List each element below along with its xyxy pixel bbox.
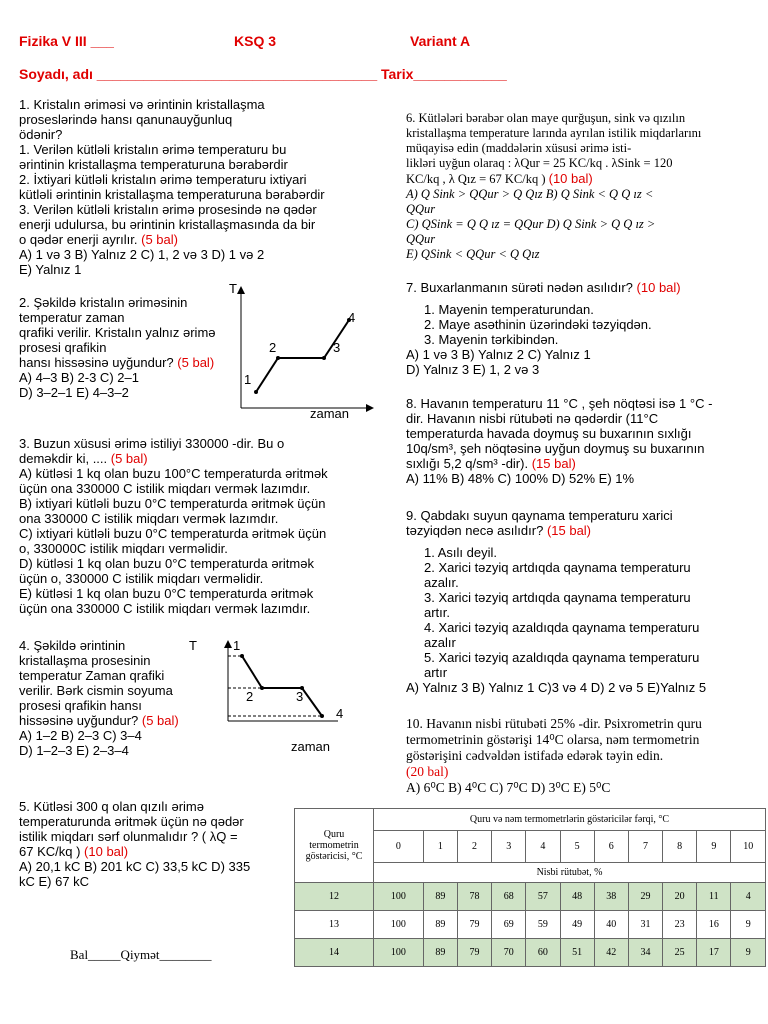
cell: 69 [492,911,526,939]
cell: 38 [594,883,628,911]
q7-item: 2. Maye asəthinin üzərindəki təzyiqdən. [424,317,652,332]
q9-item: azalır [424,635,456,650]
q8-answers: A) 11% B) 48% C) 100% D) 52% E) 1% [406,471,635,486]
cell: 51 [560,939,594,967]
cell: 16 [697,911,731,939]
q5-points: (10 bal) [84,844,129,859]
q1-line: 2. İxtiyari kütləli kristalın ərimə temperaturu ixtiyari [19,172,307,187]
q4-line: temperatur Zaman qrafiki [19,668,165,683]
q9-item: 4. Xarici təzyiq azaldıqda qaynama temperaturu [424,620,700,635]
q5-line: 5. Kütləsi 300 q olan qızılı ərimə [19,799,204,814]
q3-option: üçün o, 330000 C istilik miqdarı verməlidir. [19,571,264,586]
q4-line: 4. Şəkildə ərintinin [19,638,126,653]
corner-text: göstəricisi, °C [305,851,363,862]
cell: 59 [526,911,560,939]
q10-line: 10. Havanın nisbi rütubəti 25% -dir. Psixrometrin quru [406,716,702,731]
q3-option: o, 330000C istilik miqdarı verməlidir. [19,541,228,556]
subject-title: Fizika V III ___ [19,33,114,49]
crystallization-graph [186,634,346,754]
q5-answers: kC E) 67 kC [19,874,90,889]
q9-answers: A) Yalnız 3 B) Yalnız 1 C)3 və 4 D) 2 və 5 E)Yalnız 5 [406,680,707,695]
diff-header: 3 [492,831,526,863]
cell: 25 [663,939,697,967]
q10-points: (20 bal) [406,764,449,779]
row-temp: 13 [295,911,374,939]
cell: 34 [628,939,662,967]
q1-line: ərintinin kristallaşma temperaturuna bərabərdir [19,157,288,172]
cell: 42 [594,939,628,967]
table-sub-header: Nisbi rütubət, % [374,863,766,883]
score-footer: Bal_____Qiymət________ [70,947,212,962]
cell: 60 [526,939,560,967]
q1-line: 3. Verilən kütləli kristalın ərimə prosesində nə qədər [19,202,317,217]
q6-option: QQur [406,232,436,246]
row-temp: 12 [295,883,374,911]
q6-line: 6. Kütlələri bərabər olan maye qurğuşun, sink və qızılın [406,111,686,125]
cell: 89 [423,883,457,911]
q1-line: enerji udulursa, bu ərintinin kristallaşmasında da bir [19,217,316,232]
cell: 70 [492,939,526,967]
q9-line: təzyiqdən necə asılıdır? [406,523,544,538]
q3-points: (5 bal) [110,451,148,466]
q7-answers: D) Yalnız 3 E) 1, 2 və 3 [406,362,540,377]
corner-text: termometrin [309,840,359,851]
cell: 48 [560,883,594,911]
diff-header: 8 [663,831,697,863]
cell: 17 [697,939,731,967]
q4-line: hissəsinə uyğundur? [19,713,139,728]
q1-points: (5 bal) [141,232,178,247]
cell: 89 [423,939,457,967]
cell: 40 [594,911,628,939]
q2-line: 2. Şəkildə kristalın əriməsinin [19,295,188,310]
q9-line: 9. Qabdakı suyun qaynama temperaturu xarici [406,508,673,523]
q9-item: 2. Xarici təzyiq artdıqda qaynama temperaturu [424,560,691,575]
question-1 [19,97,325,277]
q7-item: 1. Mayenin temperaturundan. [424,302,594,317]
q2-answers: D) 3–2–1 E) 4–3–2 [19,385,129,400]
q3-option: C) ixtiyari kütləli buzu 0°C temperaturda əritmək üçün [19,526,327,541]
q1-line: 1. Kristalın əriməsi və ərintinin kristallaşma [19,97,265,112]
q6-option: QQur [406,202,436,216]
q3-option: D) kütləsi 1 kq olan buzu 0°C temperaturda əritmək [19,556,314,571]
q6-line: kristallaşma temperature larında ayrılan istilik miqdarlarını [406,126,702,140]
q8-line: dir. Havanın nisbi rütubəti nə qədərdir (11°C [406,411,659,426]
q3-option: B) ixtiyari kütləli buzu 0°C temperaturda əritmək üçün [19,496,326,511]
q5-unit: 67 KC/kq ) [19,844,81,859]
name-date-line: Soyadı, adı ____________________________________ Tarix____________ [19,66,507,82]
humidity-table [294,808,766,967]
question-9 [406,508,706,695]
cell: 100 [374,883,424,911]
table-row [295,911,766,939]
question-3 [19,436,328,616]
test-title: KSQ 3 [234,33,277,49]
q3-line: deməkdir ki, .... [19,451,108,466]
table-top-header: Quru və nəm termometrlərin göstəricilər fərqi, °C [374,809,766,831]
q9-item: 1. Asılı deyil. [424,545,497,560]
diff-header: 5 [560,831,594,863]
q7-item: 3. Mayenin tərkibindən. [424,332,559,347]
y-axis-arrow [224,640,232,648]
cell: 49 [560,911,594,939]
q7-points: (10 bal) [636,280,681,295]
q1-line: ödənir? [19,127,63,142]
question-6 [406,111,701,262]
cell: 79 [457,911,491,939]
q8-line: 10q/sm³, şeh nöqtəsinə uyğun doymuş su buxarının [406,441,705,456]
cell: 9 [731,911,766,939]
graph-point [322,356,326,360]
diff-header: 10 [731,831,766,863]
q4-answers: D) 1–2–3 E) 2–3–4 [19,743,129,758]
q4-line: prosesi qrafikin hansı [19,698,142,713]
graph-point [276,356,280,360]
q7-answers: A) 1 və 3 B) Yalnız 2 C) Yalnız 1 [406,347,591,362]
q9-item: azalır. [424,575,459,590]
variant-title: Variant A [410,33,471,49]
q4-points: (5 bal) [141,713,179,728]
q6-option: A) Q Sink > QQur > Q Qız B) Q Sink < Q Q ız < [406,187,654,201]
x-axis-label: zaman [310,406,350,421]
q6-line: KC/kq , λ Qız = 67 KC/kq ) [406,172,546,186]
x-axis-label: zaman [291,739,331,754]
table-corner [295,809,374,883]
corner-text: Quru [323,829,345,840]
point-label: 3 [296,689,304,704]
q1-line: kütləli ərintinin kristallaşma temperaturuna bərabərdir [19,187,325,202]
cell: 29 [628,883,662,911]
q9-item: 3. Xarici təzyiq artdıqda qaynama temperaturu [424,590,691,605]
q6-line: müqayisə edin (maddələrin xüsusi ərimə isti- [406,141,632,155]
point-label: 1 [244,372,252,387]
cell: 100 [374,911,424,939]
q8-line: 8. Havanın temperaturu 11 °C , şeh nöqtəsi isə 1 °C - [406,396,713,411]
cell: 20 [663,883,697,911]
q5-line: temperaturunda əritmək üçün nə qədər [19,814,244,829]
t-axis-label: T [229,281,237,296]
q3-option: ona 330000 C istilik miqdarı vermək lazımdır. [19,511,279,526]
q5-answers: A) 20,1 kC B) 201 kC C) 33,5 kC D) 335 [19,859,251,874]
cell: 100 [374,939,424,967]
q9-item: artır [424,665,448,680]
diff-header: 1 [423,831,457,863]
q1-line: o qədər enerji ayrılır. [19,232,138,247]
q8-points: (15 bal) [531,456,576,471]
table-row [295,939,766,967]
cell: 57 [526,883,560,911]
question-10 [406,716,702,796]
diff-header: 4 [526,831,560,863]
melting-curve [256,320,349,392]
point-label: 2 [246,689,254,704]
cooling-curve [242,656,322,716]
q9-item: 5. Xarici təzyiq azaldıqda qaynama temperaturu [424,650,700,665]
q3-option: A) kütləsi 1 kq olan buzu 100°C temperaturda əritmək [19,466,328,481]
question-8 [406,396,712,486]
row-temp: 14 [295,939,374,967]
q3-option: üçün ona 330000 C istilik miqdarı vermək lazımdır. [19,601,311,616]
point-label: 3 [333,340,341,355]
q9-item: artır. [424,605,451,620]
cell: 79 [457,939,491,967]
point-label: 4 [336,706,344,721]
diff-header: 2 [457,831,491,863]
cell: 9 [731,939,766,967]
table-row [295,883,766,911]
x-axis-arrow [366,404,374,412]
diff-header: 7 [628,831,662,863]
q3-line: 3. Buzun xüsusi ərimə istiliyi 330000 -dir. Bu o [19,436,285,451]
q8-line: temperaturda havada doymuş su buxarının sıxlığı [406,426,692,441]
q7-line: 7. Buxarlanmanın sürəti nədən asılıdır? [406,280,633,295]
diff-header: 0 [374,831,424,863]
q10-answers: A) 6⁰C B) 4⁰C C) 7⁰C D) 3⁰C E) 5⁰C [406,780,611,795]
q3-option: E) kütləsi 1 kq olan buzu 0°C temperaturda əritmək [19,586,314,601]
q2-answers: A) 4–3 B) 2-3 C) 2–1 [19,370,139,385]
q8-line: sıxlığı 5,2 q/sm³ -dir). [406,456,529,471]
q2-line: temperatur zaman [19,310,125,325]
cell: 78 [457,883,491,911]
q6-line: likləri uyğun olaraq : λQur = 25 KC/kq . λSink = 120 [406,156,673,170]
q2-points: (5 bal) [177,355,215,370]
q4-answers: A) 1–2 B) 2–3 C) 3–4 [19,728,142,743]
y-axis-arrow [237,286,245,294]
question-2 [19,295,216,400]
q1-answers: E) Yalnız 1 [19,262,82,277]
question-7 [406,280,681,377]
q6-option: C) QSink = Q Q ız = QQur D) Q Sink > Q Q ız > [406,217,656,231]
q4-line: kristallaşma prosesinin [19,653,151,668]
q1-answers: A) 1 və 3 B) Yalnız 2 C) 1, 2 və 3 D) 1 və 2 [19,247,265,262]
q2-line: qrafiki verilir. Kristalın yalnız ərimə [19,325,216,340]
q1-line: 1. Verilən kütləli kristalın ərimə temperaturu bu [19,142,287,157]
cell: 23 [663,911,697,939]
diff-header: 6 [594,831,628,863]
cell: 89 [423,911,457,939]
point-label: 1 [233,638,241,653]
t-axis-label: T [189,638,197,653]
q2-line: hansı hissəsinə uyğundur? [19,355,174,370]
cell: 31 [628,911,662,939]
q3-option: üçün ona 330000 C istilik miqdarı vermək lazımdır. [19,481,311,496]
point-label: 2 [269,340,277,355]
q10-line: termometrinin göstərişi 14⁰C olarsa, nəm termometrin [406,732,700,747]
q9-points: (15 bal) [546,523,592,538]
q10-line: göstərişini cədvəldən istifadə edərək təyin edin. [406,748,664,763]
diff-header: 9 [697,831,731,863]
q6-option: E) QSink < QQur < Q Qız [406,247,540,261]
melting-graph [226,280,376,425]
graph-point [254,390,258,394]
cell: 68 [492,883,526,911]
point-label: 4 [348,310,356,325]
cell: 11 [697,883,731,911]
q6-points: (10 bal) [548,171,593,186]
question-5 [19,799,250,889]
q1-line: proseslərində hansı qanunauyğunluq [19,112,233,127]
q2-line: prosesi qrafikin [19,340,107,355]
q5-line: istilik miqdarı sərf olunmalıdır ? ( λQ = [19,829,238,844]
cell: 4 [731,883,766,911]
q4-line: verilir. Bərk cismin soyuma [19,683,173,698]
question-4 [19,638,179,758]
